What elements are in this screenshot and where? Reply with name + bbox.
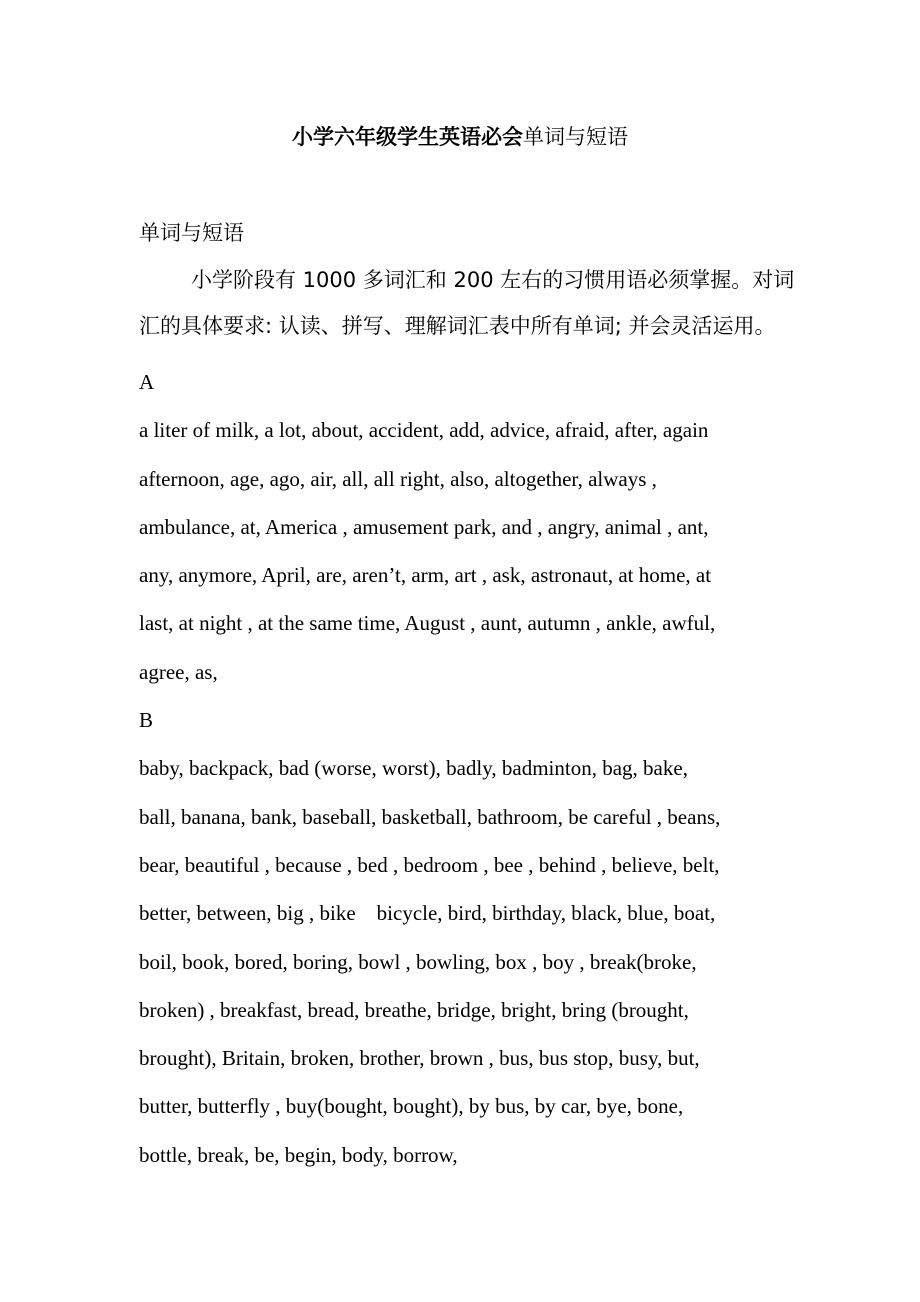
word-line: last, at night , at the same time, August , aunt, autumn , ankle, awful, (139, 611, 716, 636)
word-line: boil, book, bored, boring, bowl , bowling, box , boy , break(broke, (139, 949, 697, 974)
word-line: brought), Britain, broken, brother, brown , bus, bus stop, busy, but, (139, 1046, 700, 1071)
letter-heading-b: B (139, 708, 154, 733)
word-line: bear, beautiful , because , bed , bedroom , bee , behind , believe, belt, (139, 852, 720, 877)
section-heading: 单词与短语 (139, 221, 244, 245)
word-list (139, 358, 799, 1179)
title-bold-part: 小学六年级学生英语必会 (292, 125, 523, 149)
word-line: afternoon, age, ago, air, all, all right, also, altogether, always , (139, 466, 657, 491)
word-line: any, anymore, April, are, aren’t, arm, art , ask, astronaut, at home, at (139, 563, 712, 588)
word-line: butter, butterfly , buy(bought, bought), by bus, by car, bye, bone, (139, 1094, 684, 1119)
word-line: agree, as, (139, 659, 218, 684)
word-line: a liter of milk, a lot, about, accident, add, advice, afraid, after, again (139, 418, 709, 443)
intro-line: 小学阶段有 1000 多词汇和 200 左右的习惯用语必须掌握。对词 (191, 268, 795, 292)
document-title (0, 122, 920, 152)
intro-paragraph (139, 262, 799, 344)
letter-heading-a: A (139, 370, 155, 394)
word-line: better, between, big , bike bicycle, bird, birthday, black, blue, boat, (139, 901, 716, 926)
word-line: bottle, break, be, begin, body, borrow, (139, 1142, 458, 1167)
word-line: ambulance, at, America , amusement park, and , angry, animal , ant, (139, 514, 709, 539)
intro-line: 汇的具体要求: 认读、拼写、理解词汇表中所有单词; 并会灵活运用。 (139, 314, 776, 338)
word-line: ball, banana, bank, baseball, basketball, bathroom, be careful , beans, (139, 804, 721, 829)
word-line: baby, backpack, bad (worse, worst), badly, badminton, bag, bake, (139, 756, 688, 781)
word-line: broken) , breakfast, bread, breathe, bridge, bright, bring (brought, (139, 997, 689, 1022)
title-rest-part: 单词与短语 (523, 125, 628, 149)
